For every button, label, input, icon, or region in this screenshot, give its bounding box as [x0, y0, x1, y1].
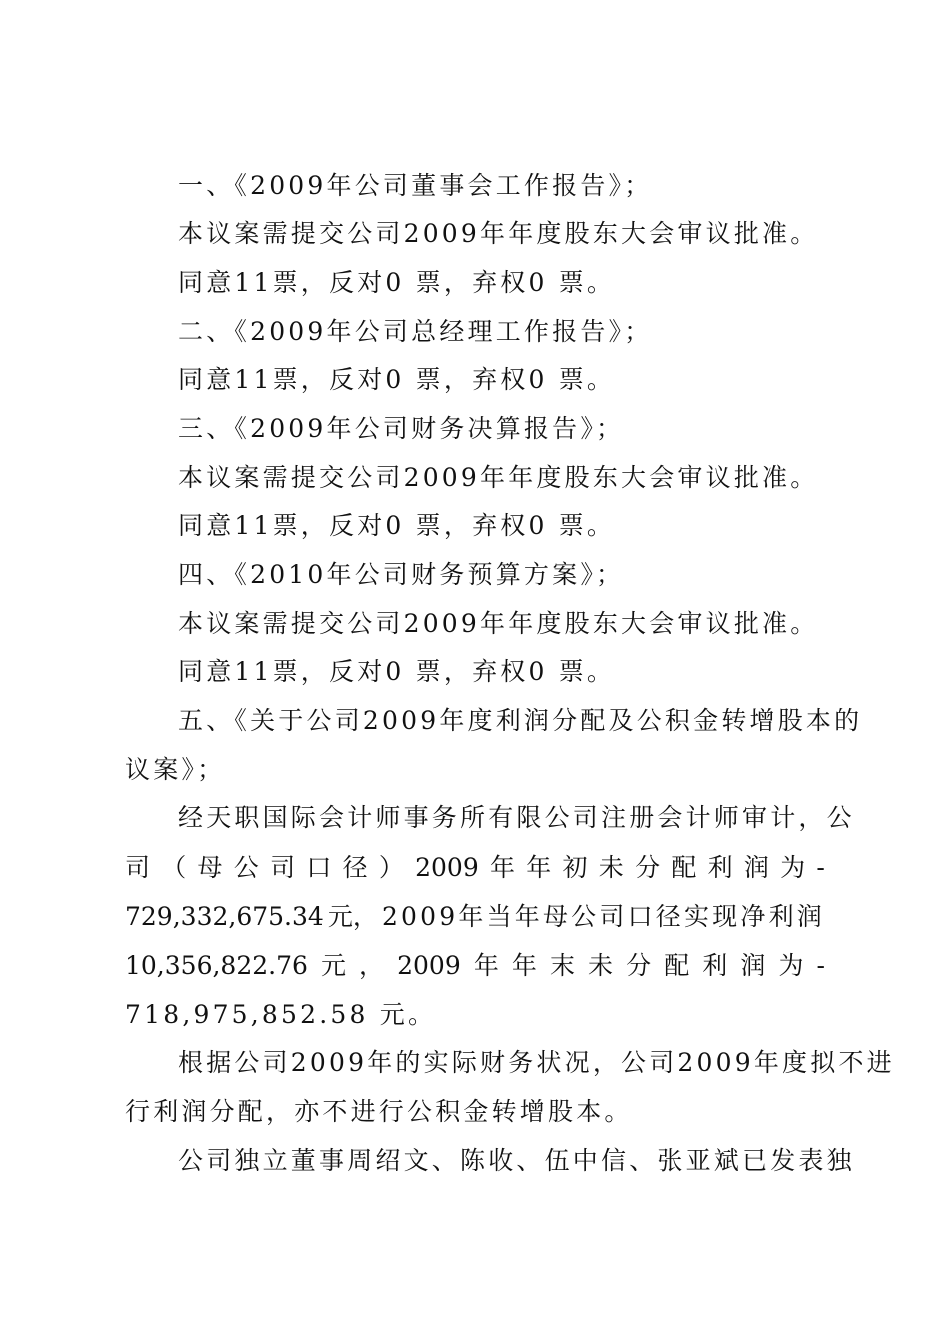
text-segment: 元	[320, 951, 346, 980]
independent-directors-paragraph: 公司独立董事周绍文、陈收、伍中信、张亚斌已发表独	[178, 1146, 855, 1175]
approval-note: 本议案需提交公司2009年年度股东大会审议批准。	[178, 219, 819, 248]
text-segment: 为	[778, 951, 804, 980]
text-segment: 口	[306, 853, 332, 882]
text-segment: 分	[626, 951, 652, 980]
text-segment: 2009	[415, 853, 479, 882]
text-segment: ，	[359, 951, 385, 980]
text-segment: 利	[707, 853, 733, 882]
text-segment: -	[816, 951, 825, 980]
text-segment: 年	[490, 853, 516, 882]
text-segment: 2009年当年母公司口径实现净利润	[381, 902, 825, 931]
item-3-title: 三、《2009年公司财务决算报告》；	[178, 414, 625, 443]
text-segment: 润	[743, 853, 769, 882]
audit-paragraph: 经天职国际会计师事务所有限公司注册会计师审计，公	[178, 803, 855, 832]
text-segment: 司	[270, 853, 296, 882]
text-segment: -	[816, 853, 825, 882]
text-segment: 径	[342, 853, 368, 882]
text-segment: 年	[526, 853, 552, 882]
vote-result: 同意11票，反对0 票，弃权0 票。	[178, 268, 616, 297]
text-segment: 为	[780, 853, 806, 882]
text-segment: 729,332,675.34	[125, 902, 324, 931]
distribution-paragraph-end: 行利润分配，亦不进行公积金转增股本。	[125, 1097, 633, 1126]
text-segment: 元，	[327, 902, 378, 931]
text-segment: 配	[664, 951, 690, 980]
vote-result: 同意11票，反对0 票，弃权0 票。	[178, 511, 616, 540]
item-2-title: 二、《2009年公司总经理工作报告》；	[178, 317, 653, 346]
audit-paragraph-line	[125, 899, 825, 935]
vote-result: 同意11票，反对0 票，弃权0 票。	[178, 365, 616, 394]
vote-result: 同意11票，反对0 票，弃权0 票。	[178, 657, 616, 686]
text-segment: 初	[562, 853, 588, 882]
audit-paragraph-end: 718,975,852.58 元。	[125, 1000, 437, 1029]
text-segment: 分	[635, 853, 661, 882]
text-segment: 母	[197, 853, 223, 882]
text-segment: 10,356,822.76	[125, 951, 308, 980]
text-segment: 2009	[397, 951, 461, 980]
text-segment: 配	[671, 853, 697, 882]
distribution-paragraph: 根据公司2009年的实际财务状况，公司2009年度拟不进	[178, 1048, 895, 1077]
approval-note: 本议案需提交公司2009年年度股东大会审议批准。	[178, 609, 819, 638]
text-segment: 利	[702, 951, 728, 980]
text-segment: （	[161, 853, 187, 882]
text-segment: 年	[473, 951, 499, 980]
item-4-title: 四、《2010年公司财务预算方案》；	[178, 560, 625, 589]
text-segment: 末	[549, 951, 575, 980]
text-segment: 润	[740, 951, 766, 980]
item-5-title-continued: 议案》；	[125, 755, 226, 784]
text-segment: 年	[511, 951, 537, 980]
text-segment: 司	[125, 853, 151, 882]
approval-note: 本议案需提交公司2009年年度股东大会审议批准。	[178, 463, 819, 492]
item-1-title: 一、《2009年公司董事会工作报告》；	[178, 171, 653, 200]
text-segment: 未	[588, 951, 614, 980]
text-segment: ）	[378, 853, 404, 882]
audit-paragraph-line	[125, 850, 825, 886]
text-segment: 公	[233, 853, 259, 882]
text-segment: 未	[598, 853, 624, 882]
item-5-title: 五、《关于公司2009年度利润分配及公积金转增股本的	[178, 706, 863, 735]
audit-paragraph-line	[125, 948, 825, 984]
